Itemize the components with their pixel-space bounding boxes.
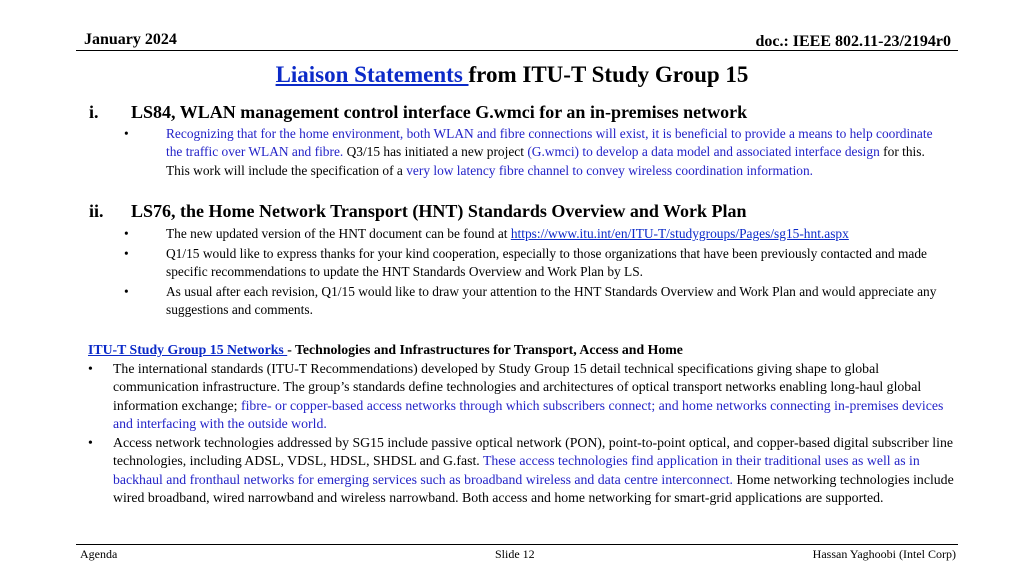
text-run: Home networking technologies include wired broadband, wired narrowband and wireless narrowband. Both access and home networking for smart-grid applications are supported. xyxy=(113,471,954,506)
bullet-marker: • xyxy=(124,246,129,261)
networks-item-1 xyxy=(88,360,955,434)
networks-item-2 xyxy=(88,434,955,508)
bullet-marker: • xyxy=(88,435,93,450)
section-ii-bullet-1 xyxy=(124,225,946,243)
section-number: ii. xyxy=(89,201,104,221)
title-rest: from ITU-T Study Group 15 xyxy=(468,62,749,87)
text-run: Access network technologies addressed by SG15 include passive optical network (PON), point-to-point optical, and copper-based digital subscriber line technologies, including ADSL, VDSL, HDSL, SHDSL and G.fast. xyxy=(113,435,953,469)
footer-author: Hassan Yaghoobi (Intel Corp) xyxy=(812,547,956,561)
bullet-marker: • xyxy=(88,361,93,376)
section-i-heading xyxy=(89,102,747,123)
section-title: LS76, the Home Network Transport (HNT) Standards Overview and Work Plan xyxy=(131,201,747,221)
hnt-document-link[interactable]: https://www.itu.int/en/ITU-T/studygroups/Pages/sg15-hnt.aspx xyxy=(510,226,849,241)
text-run: The new updated version of the HNT document can be found at xyxy=(166,226,511,241)
text-run: These access technologies find application in their traditional uses as well as in backhaul and fronthaul networks for emerging services such as broadband wireless and data centre interconnect. xyxy=(113,453,920,487)
section-i-bullet xyxy=(124,125,946,180)
text-run: very low latency fibre channel to convey wireless coordination information. xyxy=(406,162,814,178)
footer-agenda: Agenda xyxy=(80,547,118,561)
header-date: January 2024 xyxy=(84,31,177,48)
footer-slide-number: Slide 12 xyxy=(495,547,535,561)
section-ii-bullet-3 xyxy=(124,283,946,320)
bullet-marker: • xyxy=(124,126,129,141)
text-run: fibre- or copper-based access networks through which subscribers connect; and home networks connecting in-premises devices and interfacing with the outside world. xyxy=(113,397,944,432)
sg15-networks-link[interactable]: ITU-T Study Group 15 Networks xyxy=(88,342,288,357)
text-run: for this. This work will include the specification of a xyxy=(166,144,925,178)
text-run: As usual after each revision, Q1/15 would like to draw your attention to the HNT Standards Overview and Work Plan and would appreciate any suggestions and comments. xyxy=(166,284,937,318)
header-divider xyxy=(76,50,958,51)
section-number: i. xyxy=(89,102,99,122)
bullet-marker: • xyxy=(124,226,129,241)
section-ii-heading xyxy=(89,201,747,222)
networks-heading xyxy=(88,341,948,359)
networks-heading-text: - Technologies and Infrastructures for Transport, Access and Home xyxy=(287,342,683,357)
footer-divider xyxy=(76,544,958,545)
header-doc-id: doc.: IEEE 802.11-23/2194r0 xyxy=(755,33,951,50)
bullet-marker: • xyxy=(124,284,129,299)
slide-title xyxy=(0,62,1024,88)
text-run: The international standards (ITU-T Recommendations) developed by Study Group 15 detail technical specifications giving shape to global communication infrastructure. The group’s standards define technologies and architectures of optical transport networks enabling long-haul global information exchange; xyxy=(113,361,922,413)
liaison-statements-link[interactable]: Liaison Statements xyxy=(275,62,469,87)
text-run: Recognizing that for the home environment, both WLAN and fibre connections will exist, it is beneficial to provide a means to help coordinate the traffic over WLAN and fibre. xyxy=(166,126,933,160)
text-run: Q1/15 would like to express thanks for your kind cooperation, especially to those organizations that have been previously contacted and made specific recommendations to update the HNT Standards Overview and Work Plan by LS. xyxy=(166,246,927,280)
section-title: LS84, WLAN management control interface G.wmci for an in-premises network xyxy=(131,102,748,122)
text-run: Q3/15 has initiated a new project xyxy=(343,144,528,160)
text-run: (G.wmci) to develop a data model and associated interface design xyxy=(527,144,880,160)
section-ii-bullet-2 xyxy=(124,245,946,282)
